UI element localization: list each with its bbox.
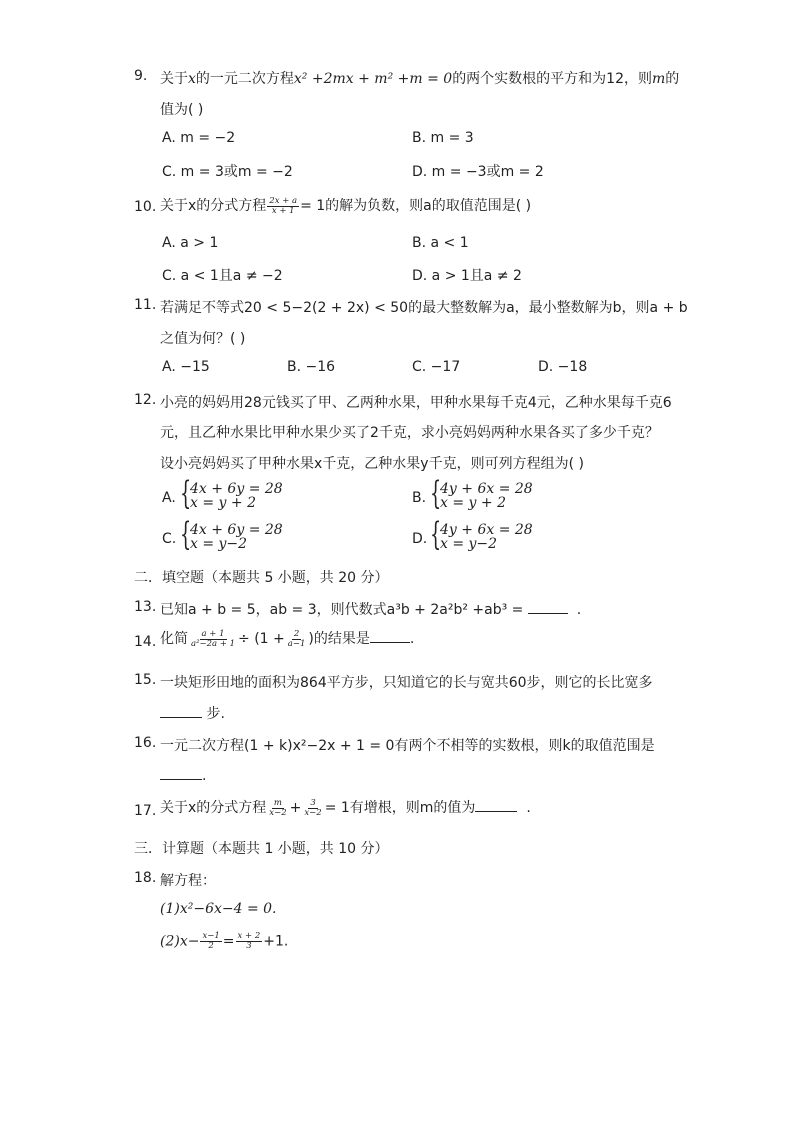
- question-number: 14.: [134, 634, 157, 650]
- fraction: $\frac{x + 2}{3}$: [237, 931, 261, 951]
- question-number: 11.: [134, 297, 157, 313]
- section-heading-calculation: 三．计算题（本题共 1 小题，共 10 分）: [134, 841, 389, 857]
- answer-blank[interactable]: [475, 798, 517, 812]
- option-c[interactable]: C. a < 1且a ≠ −2: [162, 268, 283, 284]
- sub-question-1: (1)x²−6x−4 = 0.: [160, 901, 277, 917]
- fraction: $\frac{a + 1}{\text{a²−2a + 1}}$: [191, 628, 236, 649]
- question-number: 18.: [134, 870, 157, 886]
- question-text: 关于x的一元二次方程x² +2mx + m² +m = 0的两个实数根的平方和为12，则m的: [160, 71, 680, 87]
- question-number: 13.: [134, 599, 157, 615]
- fraction: $\frac{2}{a-1}$: [287, 628, 306, 649]
- fraction: $\frac{m}{x-2}$: [269, 797, 287, 818]
- option-b[interactable]: B. m = 3: [412, 130, 474, 146]
- question-text: 小亮的妈妈用28元钱买了甲、乙两种水果，甲种水果每千克4元，乙种水果每千克6: [160, 395, 672, 411]
- question-text-line2: .: [160, 766, 206, 784]
- question-text-line2: 步.: [160, 703, 225, 723]
- question-text: 一块矩形田地的面积为864平方步，只知道它的长与宽共60步，则它的长比宽多: [160, 675, 653, 691]
- option-d[interactable]: D. a > 1且a ≠ 2: [412, 268, 522, 284]
- answer-blank[interactable]: [160, 704, 202, 718]
- fraction: $\frac{2x + a}{x + 1}$: [269, 195, 298, 216]
- option-d[interactable]: D. −18: [538, 359, 588, 375]
- option-b[interactable]: B. −16: [287, 359, 336, 375]
- question-text: 化简 $\frac{a + 1}{\text{a²−2a + 1}}$ ÷ (1 + $\frac{2}{a-1}$ )的结果是 .: [160, 628, 415, 649]
- option-b[interactable]: B. a < 1: [412, 235, 469, 251]
- fraction: $\frac{x-1}{2}$: [202, 931, 220, 951]
- option-a[interactable]: A. a > 1: [162, 235, 219, 251]
- option-c[interactable]: C. −17: [412, 359, 461, 375]
- question-text: 若满足不等式20 < 5−2(2 + 2x) < 50的最大整数解为a，最小整数解为b，则a + b: [160, 300, 688, 316]
- question-number: 17.: [134, 803, 157, 819]
- question-number: 10.: [134, 199, 157, 215]
- answer-blank[interactable]: [160, 766, 202, 780]
- option-c[interactable]: C. m = 3或m = −2: [162, 164, 293, 180]
- fraction: $\frac{3}{x-2}$: [304, 797, 322, 818]
- answer-blank[interactable]: [370, 629, 410, 643]
- question-number: 16.: [134, 735, 157, 751]
- question-number: 12.: [134, 392, 157, 408]
- question-text-line2: 之值为何？( ): [160, 331, 246, 347]
- question-number: 15.: [134, 672, 157, 688]
- option-a[interactable]: A. −15: [162, 359, 210, 375]
- sub-question-2: (2)x− $\frac{x-1}{2}$ = $\frac{x + 2}{3}$ +1.: [160, 931, 289, 951]
- question-text: 解方程：: [160, 873, 216, 889]
- option-d[interactable]: D. m = −3或m = 2: [412, 164, 544, 180]
- option-a[interactable]: A. m = −2: [162, 130, 236, 146]
- question-text: 关于x的分式方程 $\frac{2x + a}{x + 1}$ = 1的解为负数，则a的取值范围是( ): [160, 195, 532, 216]
- question-text: 关于x的分式方程 $\frac{m}{x-2}$ + $\frac{3}{x-2}$ = 1有增根，则m的值为 .: [160, 797, 531, 818]
- question-text-line3: 设小亮妈妈买了甲种水果x千克，乙种水果y千克，则可列方程组为( ): [160, 456, 584, 472]
- question-number: 9.: [134, 68, 148, 84]
- section-heading-fill-in: 二．填空题（本题共 5 小题，共 20 分）: [134, 570, 389, 586]
- question-text: 已知a + b = 5，ab = 3，则代数式a³b + 2a²b² +ab³ = .: [160, 602, 582, 618]
- question-text-line2: 元，且乙种水果比甲种水果少买了2千克，求小亮妈妈两种水果各买了多少千克？: [160, 425, 659, 441]
- question-text: 一元二次方程(1 + k)x²−2x + 1 = 0有两个不相等的实数根，则k的取值范围是: [160, 738, 655, 754]
- question-text-line2: 值为( ): [160, 102, 204, 118]
- answer-blank[interactable]: [528, 600, 568, 614]
